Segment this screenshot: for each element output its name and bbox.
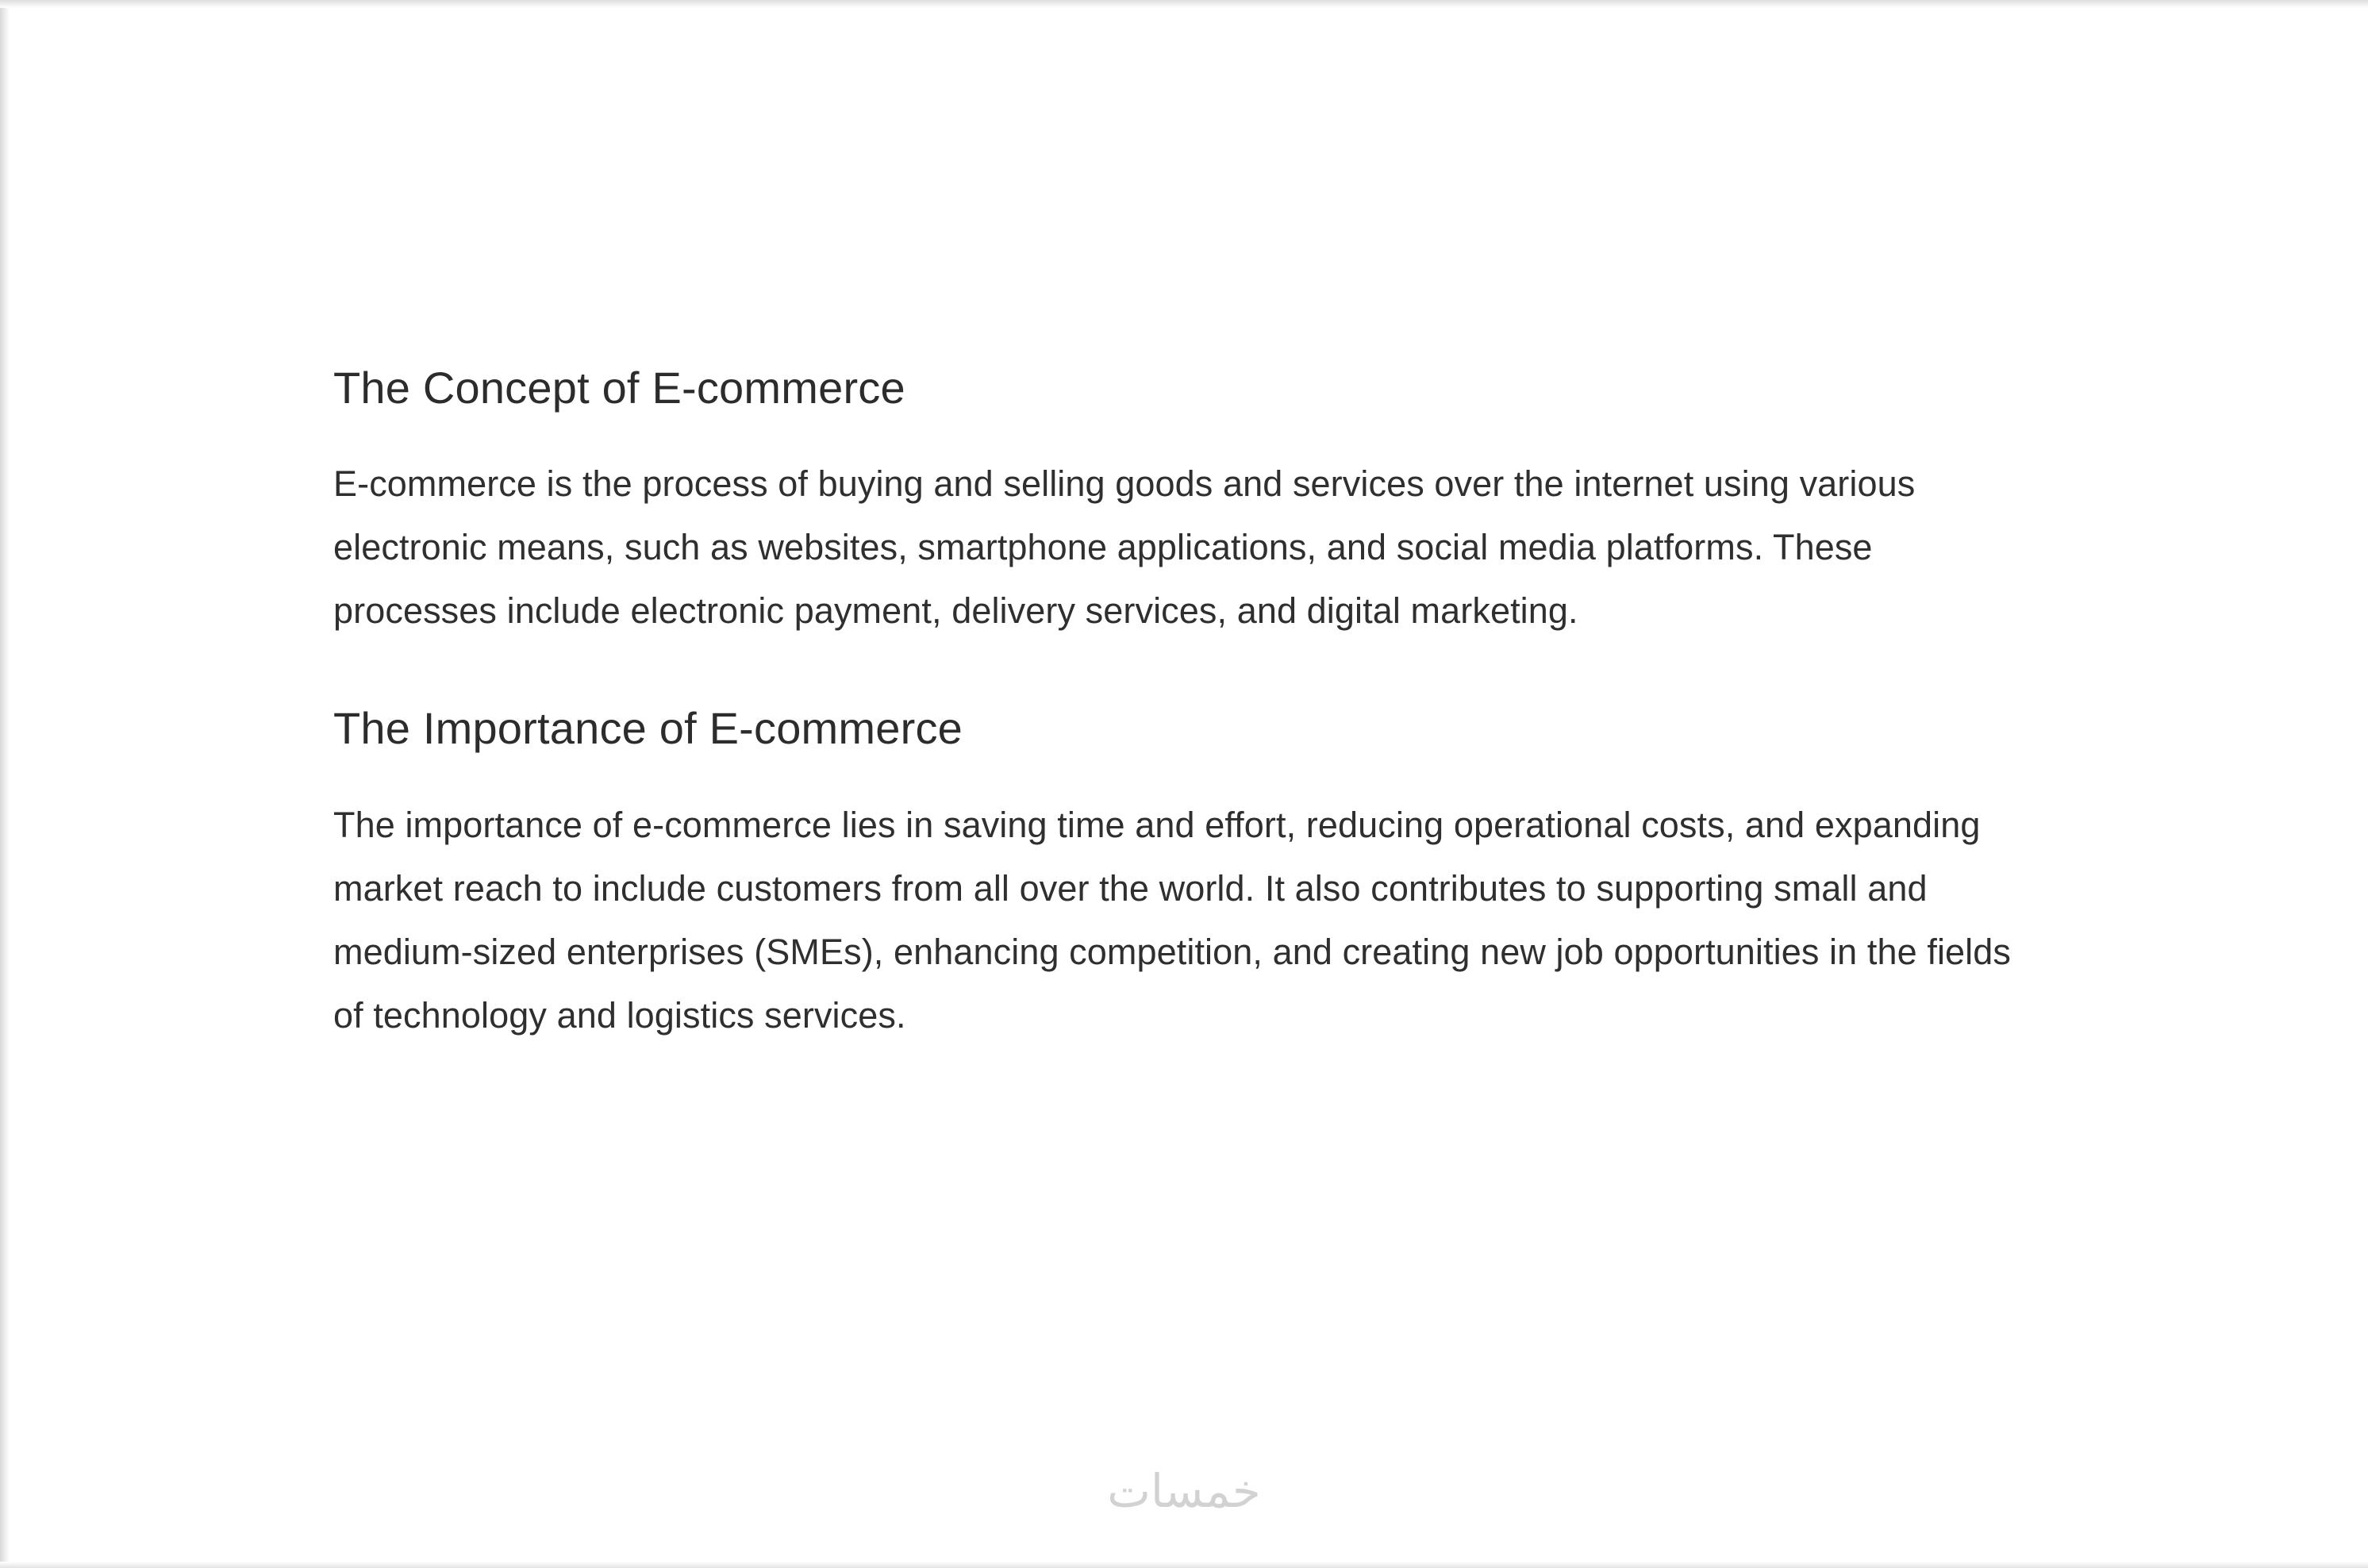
section-heading-importance: The Importance of E-commerce [333,703,963,754]
watermark-text: خمسات [1107,1464,1261,1518]
section-paragraph-concept: E-commerce is the process of buying and selling goods and services over the internet using various electronic means, such as websites, smartphone applications, and social media platforms. These processes include electronic payment, delivery services, and digital marketing. [333,463,1916,632]
page-bottom-shadow [0,1562,2368,1568]
section-paragraph-importance: The importance of e-commerce lies in saving time and effort, reducing operational costs, and expanding market reach to include customers from all over the world. It also contributes to supporting small and medium-sized enterprises (SMEs), enhancing competition, and creating new job opportunities in the fields of technology and logistics services. [333,804,2011,1036]
document-content [333,361,2032,1047]
page-top-shadow [0,0,2368,8]
section-heading-concept: The Concept of E-commerce [333,363,905,413]
page-left-shadow [0,0,10,1568]
